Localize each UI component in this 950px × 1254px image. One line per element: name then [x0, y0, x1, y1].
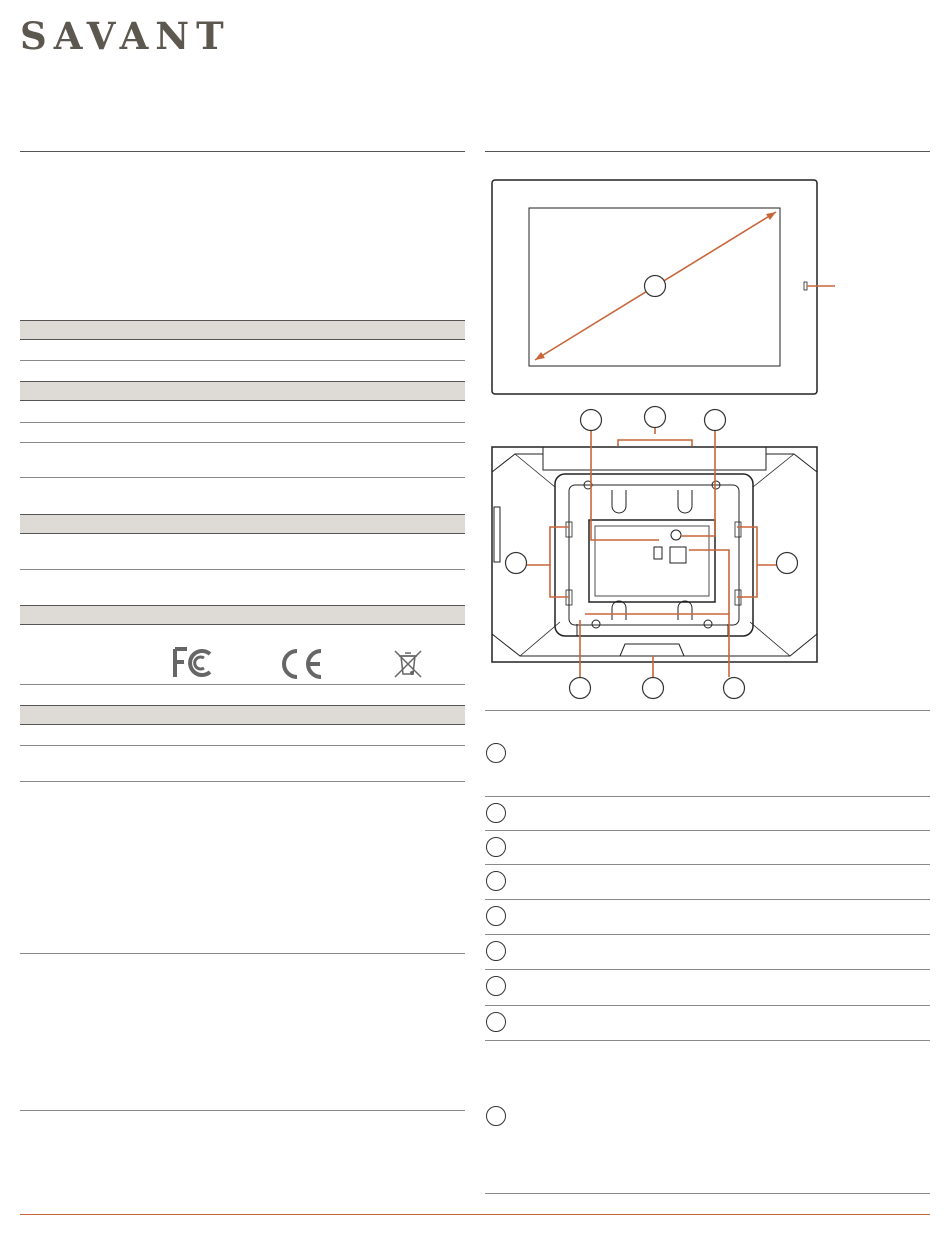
legend-row-divider — [485, 899, 930, 900]
spec-row-divider — [20, 422, 465, 423]
spec-row-divider — [20, 360, 465, 361]
legend-top-rule — [485, 710, 930, 711]
legend-marker — [486, 871, 506, 891]
legend-marker — [486, 803, 506, 823]
legend-row-divider — [485, 1193, 930, 1194]
weee-bin-icon — [392, 648, 424, 680]
legend-marker — [486, 837, 506, 857]
legend-marker — [486, 743, 506, 763]
legend-marker — [486, 1106, 506, 1126]
legend-row-divider — [485, 830, 930, 831]
spec-row-divider — [20, 477, 465, 478]
footer-accent-rule — [20, 1214, 930, 1215]
legend-marker — [486, 1012, 506, 1032]
legend-row-divider — [485, 934, 930, 935]
spec-row-divider — [20, 442, 465, 443]
spec-row-divider — [20, 1110, 465, 1111]
legend-row-divider — [485, 1040, 930, 1041]
legend-row-divider — [485, 969, 930, 970]
spec-row-divider — [20, 569, 465, 570]
front-view — [492, 180, 835, 394]
legend-row-divider — [485, 864, 930, 865]
left-column-top-rule — [20, 151, 465, 152]
spec-row-divider — [20, 953, 465, 954]
legend-marker — [486, 976, 506, 996]
back-view — [492, 447, 817, 662]
legend-row-divider — [485, 1005, 930, 1006]
spec-row-divider — [20, 781, 465, 782]
spec-row-divider — [20, 745, 465, 746]
ce-mark-icon — [278, 648, 324, 680]
spec-section-header-4 — [20, 605, 465, 625]
legend-marker — [486, 906, 506, 926]
fcc-logo-icon — [172, 646, 214, 680]
right-column-top-rule — [485, 151, 930, 152]
spec-section-header-2 — [20, 381, 465, 401]
product-diagram — [485, 172, 835, 702]
legend-row-divider — [485, 796, 930, 797]
spec-row-divider — [20, 684, 465, 685]
spec-section-header-3 — [20, 514, 465, 534]
spec-section-header-1 — [20, 320, 465, 340]
savant-logo: SAVANT — [20, 14, 231, 58]
spec-section-header-5 — [20, 705, 465, 725]
legend-marker — [486, 941, 506, 961]
